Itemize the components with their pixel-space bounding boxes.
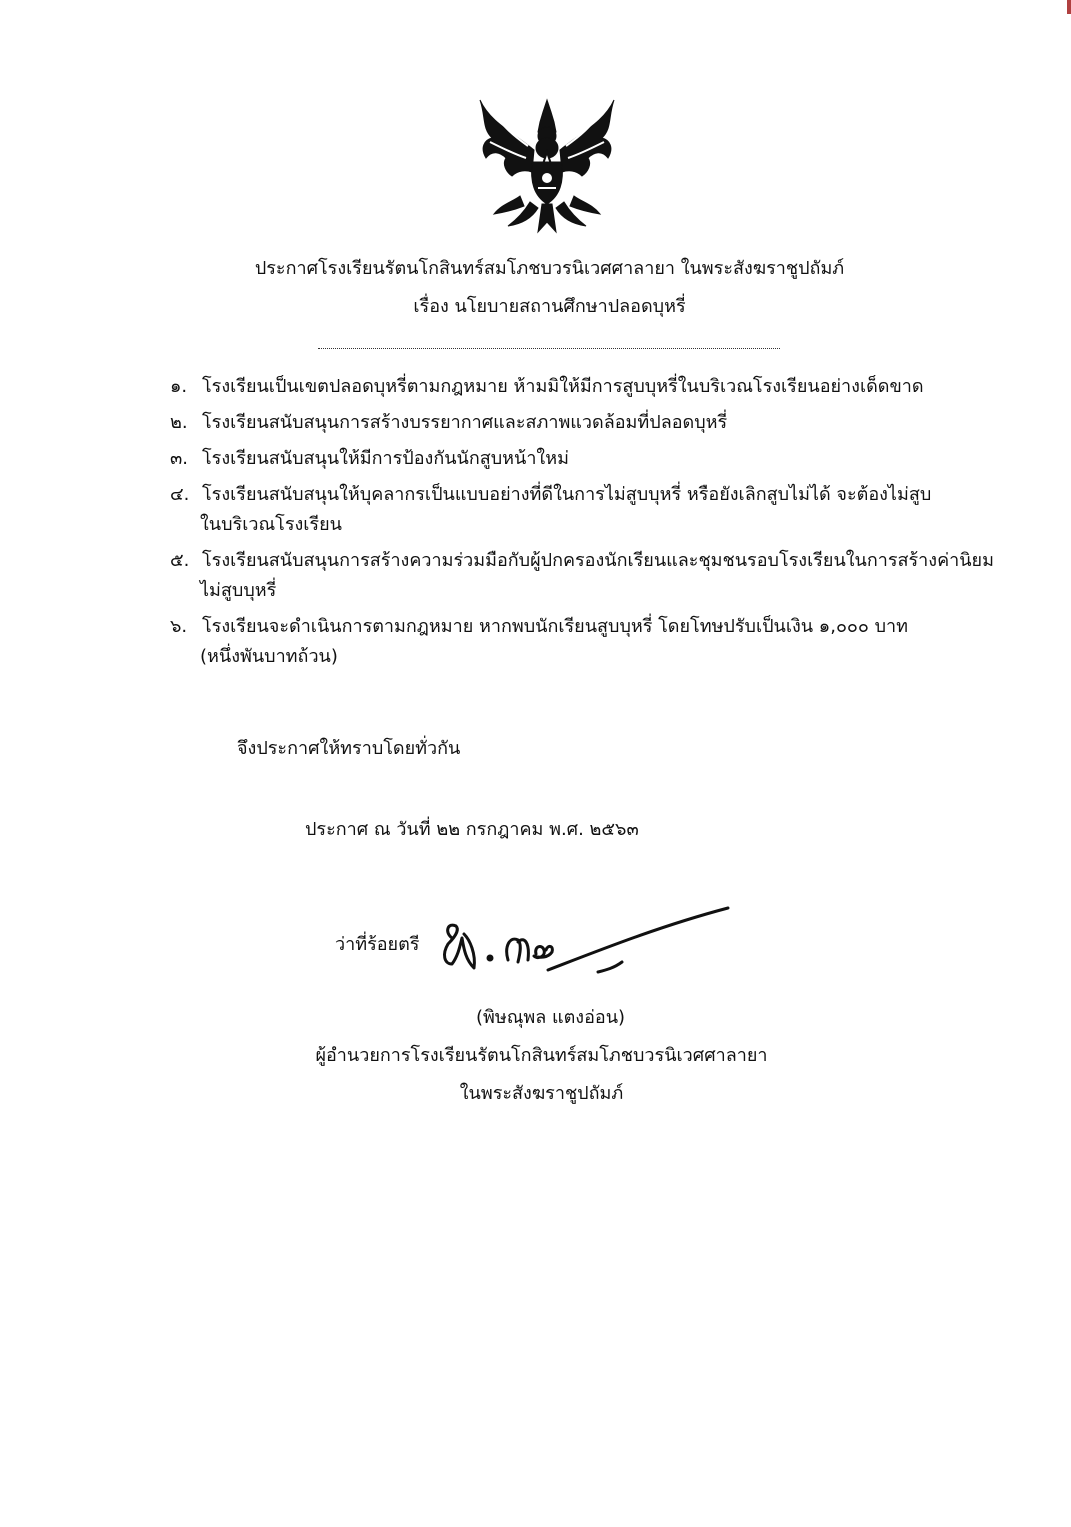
policy-item: [170, 546, 1010, 606]
item-number: ๕.: [170, 550, 190, 571]
item-text-continued: (หนึ่งพันบาทถ้วน): [200, 646, 338, 667]
announcement-title: ประกาศโรงเรียนรัตนโกสินทร์สมโภชบวรนิเวศศาลายา ในพระสังฆราชูปถัมภ์: [254, 258, 845, 279]
policy-item: [170, 480, 1010, 540]
policy-list: [170, 372, 1010, 678]
announcement-subject: เรื่อง นโยบายสถานศึกษาปลอดบุหรี่: [413, 296, 686, 317]
dotted-divider: [318, 348, 780, 349]
item-text-continued: ในบริเวณโรงเรียน: [200, 514, 342, 535]
signatory-position-continued: ในพระสังฆราชูปถัมภ์: [459, 1083, 624, 1104]
item-text: โรงเรียนสนับสนุนให้บุคลากรเป็นแบบอย่างที่ดีในการไม่สูบบุหรี่ หรือยังเลิกสูบไม่ได้ จะต้องไม่สูบ: [202, 484, 932, 505]
policy-item: [170, 372, 1010, 402]
item-text: โรงเรียนเป็นเขตปลอดบุหรี่ตามกฎหมาย ห้ามมิให้มีการสูบบุหรี่ในบริเวณโรงเรียนอย่างเด็ดขาด: [202, 376, 924, 397]
item-number: ๖.: [170, 616, 188, 637]
signatory-name: (พิษณุพล แตงอ่อน): [475, 1007, 626, 1028]
signatory-position: ผู้อำนวยการโรงเรียนรัตนโกสินทร์สมโภชบวรนิเวศศาลายา: [315, 1045, 768, 1066]
issue-date: ประกาศ ณ วันที่ ๒๒ กรกฎาคม พ.ศ. ๒๕๖๓: [305, 819, 639, 840]
item-text: โรงเรียนสนับสนุนให้มีการป้องกันนักสูบหน้าใหม่: [202, 448, 569, 469]
item-text: โรงเรียนสนับสนุนการสร้างความร่วมมือกับผู้ปกครองนักเรียนและชุมชนรอบโรงเรียนในการสร้างค่านิยม: [202, 550, 994, 571]
policy-item: [170, 408, 1010, 438]
handwritten-signature: [430, 898, 740, 988]
garuda-emblem-icon: [472, 92, 622, 242]
item-number: ๔.: [170, 484, 190, 505]
item-number: ๑.: [170, 376, 188, 397]
item-number: ๒.: [170, 412, 188, 433]
policy-item: [170, 444, 1010, 474]
item-text-continued: ไม่สูบบุหรี่: [200, 580, 277, 601]
signatory-rank: ว่าที่ร้อยตรี: [335, 934, 420, 955]
item-number: ๓.: [170, 448, 189, 469]
edge-mark: [1067, 0, 1071, 14]
policy-item: [170, 612, 1010, 672]
item-text: โรงเรียนจะดำเนินการตามกฎหมาย หากพบนักเรียนสูบบุหรี่ โดยโทษปรับเป็นเงิน ๑,๐๐๐ บาท: [202, 616, 909, 637]
closing-statement: จึงประกาศให้ทราบโดยทั่วกัน: [237, 738, 461, 759]
item-text: โรงเรียนสนับสนุนการสร้างบรรยากาศและสภาพแวดล้อมที่ปลอดบุหรี่: [202, 412, 728, 433]
